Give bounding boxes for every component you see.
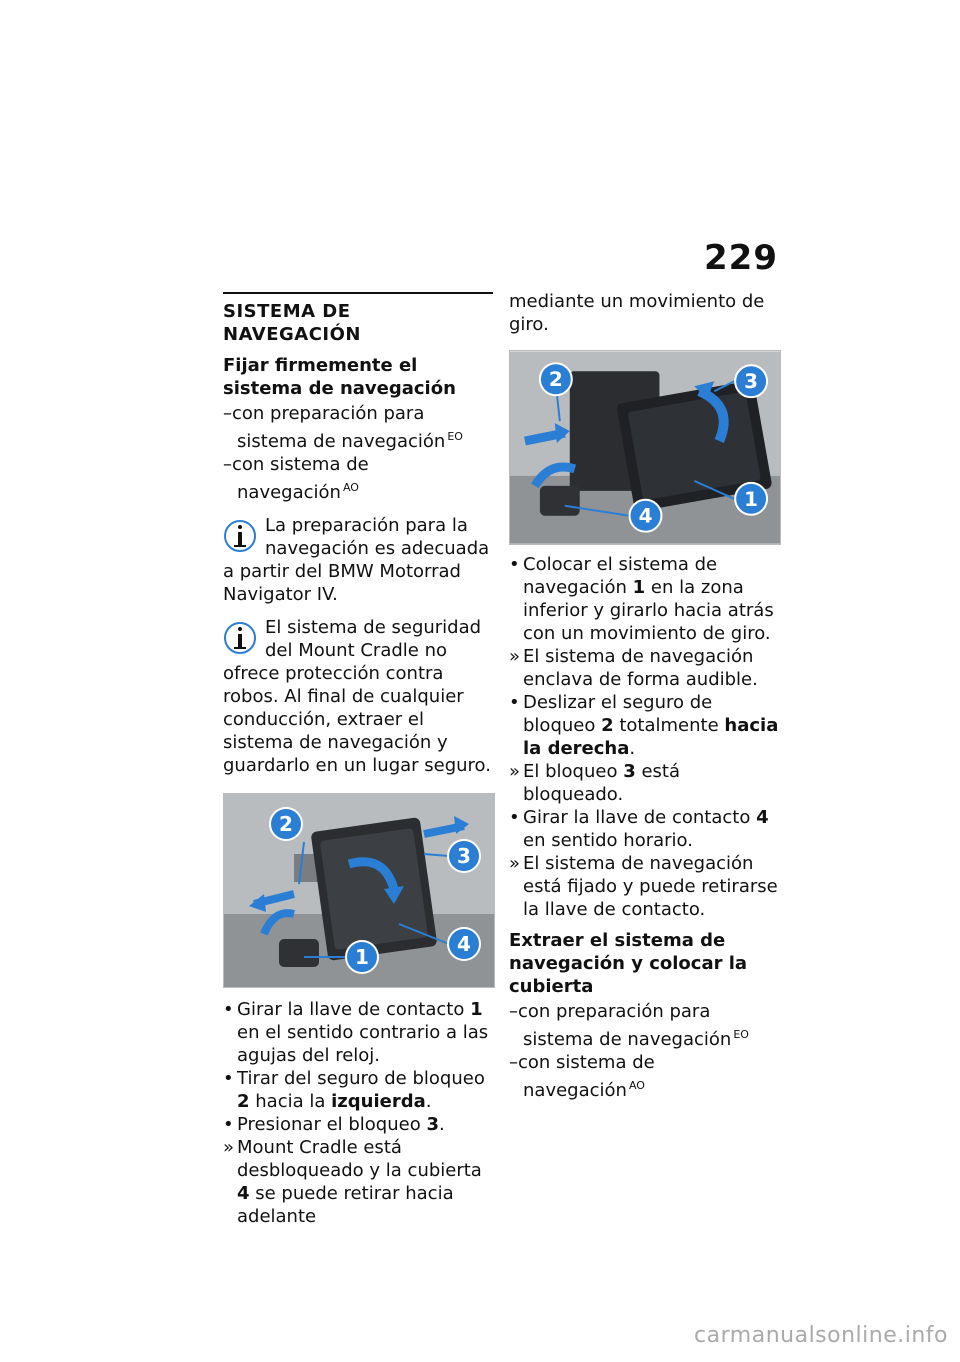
figure-callout (630, 500, 662, 532)
condition-item: –con sistema de navegación $^{AO}$ (223, 454, 369, 503)
step-text: El sistema de navegación enclava de forma audible. (523, 646, 758, 690)
info-note (223, 514, 493, 606)
continued-text: mediante un movimiento de giro. (509, 291, 765, 335)
instruction-step (509, 553, 780, 645)
info-icon (223, 516, 257, 556)
right-column (509, 290, 780, 1102)
step-text: Presionar el bloqueo (237, 1114, 427, 1135)
step-text: El sistema de navegación está fijado y puede retirarse la llave de contacto. (523, 853, 778, 920)
watermark: carmanualsonline.info (694, 1323, 948, 1348)
figure-callout (735, 365, 767, 397)
instruction-step (509, 760, 780, 806)
figure-callout (448, 928, 480, 960)
svg-text:1: 1 (355, 945, 369, 969)
step-text: Colocar el sistema de navegación (523, 554, 718, 598)
step-text: hacia la (249, 1091, 332, 1112)
step-text: Girar la llave de contacto (523, 807, 757, 828)
step-text: totalmente (613, 715, 725, 736)
section-heading: Extraer el sistema de navegación y colocar la cubierta (509, 930, 748, 997)
condition-item: –con preparación para sistema de navegación $^{EO}$ (223, 403, 463, 452)
step-marker: • (223, 1114, 234, 1135)
instruction-step (223, 998, 493, 1067)
info-note (223, 616, 493, 777)
svg-text:4: 4 (457, 932, 471, 956)
step-text: Deslizar el seguro de bloqueo (523, 692, 713, 736)
left-steps (223, 998, 493, 1228)
step-marker: • (509, 692, 520, 713)
instruction-step (223, 1113, 493, 1136)
condition-item: –con sistema de navegación $^{AO}$ (509, 1052, 655, 1101)
step-text: 1 (632, 577, 646, 598)
figure-callout (346, 941, 378, 973)
svg-text:3: 3 (744, 370, 759, 394)
figure-navigator-install (509, 350, 781, 545)
step-marker: • (223, 1068, 234, 1089)
figure-callout (448, 840, 480, 872)
info-icon (223, 618, 257, 658)
step-text: 3 (623, 761, 636, 782)
instruction-step (509, 852, 780, 921)
step-text: 4 (237, 1183, 250, 1204)
step-marker: • (509, 554, 520, 575)
step-text: hacia la derecha (523, 715, 779, 759)
step-marker: » (509, 761, 521, 782)
svg-text:4: 4 (638, 504, 653, 528)
step-text: 2 (601, 715, 614, 736)
note-text: La preparación para la navegación es adecuada a partir del BMW Motorrad Navigator IV. (223, 515, 490, 605)
step-text: en el sentido contrario a las agujas del reloj. (237, 1022, 489, 1066)
section-heading: Fijar firmemente el sistema de navegación (223, 355, 456, 399)
step-text: se puede retirar hacia adelante (237, 1183, 454, 1227)
left-column (223, 292, 493, 1228)
step-text: 4 (756, 807, 769, 828)
step-text: Girar la llave de contacto (237, 999, 471, 1020)
step-text: Mount Cradle está desbloqueado y la cubierta (237, 1137, 482, 1181)
step-text: 2 (237, 1091, 250, 1112)
figure-mount-cradle-unlock (223, 793, 495, 988)
section-title: SISTEMA DE NAVEGACIÓN (223, 292, 493, 346)
page-number: 229 (704, 238, 778, 278)
step-text: 1 (470, 999, 483, 1020)
svg-text:2: 2 (548, 368, 563, 392)
note-text: El sistema de seguridad del Mount Cradle no ofrece protección contra robos. Al final de cualquier conducción, extraer el sistema de navegación y guardarlo en un lugar seguro. (223, 617, 491, 776)
figure-callout (540, 363, 572, 395)
svg-text:1: 1 (744, 487, 759, 511)
instruction-step (509, 806, 780, 852)
step-text: izquierda (331, 1091, 426, 1112)
condition-item: –con preparación para sistema de navegación $^{EO}$ (509, 1001, 749, 1050)
step-marker: • (223, 999, 234, 1020)
svg-text:3: 3 (457, 844, 471, 868)
instruction-step (509, 645, 780, 691)
right-steps (509, 553, 780, 921)
instruction-step (223, 1136, 493, 1228)
step-text: está bloqueado. (523, 761, 680, 805)
figure-callout (270, 808, 302, 840)
step-text: . (438, 1114, 445, 1135)
step-text: . (629, 738, 636, 759)
instruction-step (223, 1067, 493, 1113)
instruction-step (509, 691, 780, 760)
step-text: . (425, 1091, 432, 1112)
step-marker: • (509, 807, 520, 828)
step-marker: » (509, 853, 521, 874)
step-text: en sentido horario. (523, 830, 693, 851)
step-text: 3 (426, 1114, 439, 1135)
step-marker: » (223, 1137, 235, 1158)
step-text: Tirar del seguro de bloqueo (237, 1068, 485, 1089)
step-marker: » (509, 646, 521, 667)
step-text: El bloqueo (523, 761, 624, 782)
svg-text:2: 2 (279, 812, 293, 836)
step-text: en la zona inferior y girarlo hacia atrás con un movimiento de giro. (523, 577, 774, 644)
figure-callout (735, 483, 767, 515)
